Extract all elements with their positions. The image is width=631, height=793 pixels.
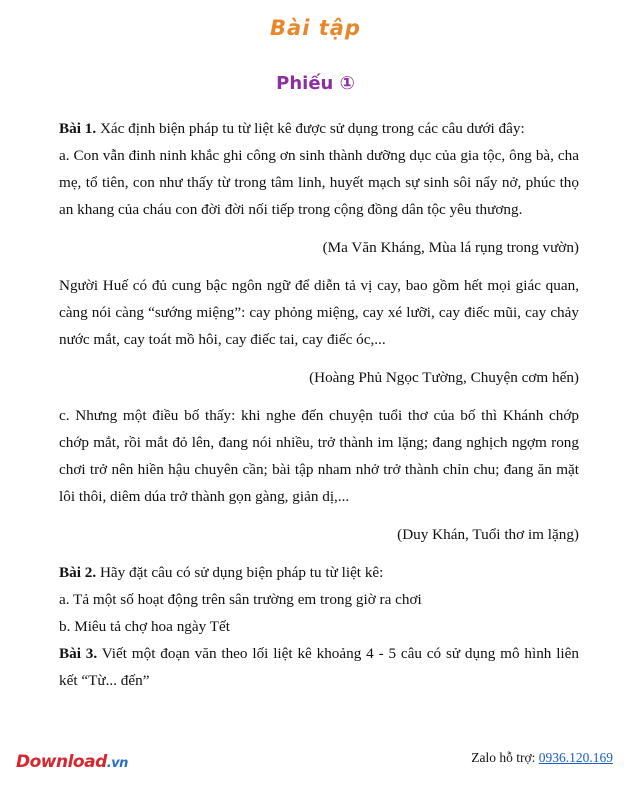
bai3-label: Bài 3. [59, 645, 98, 662]
bai2-item-a: a. Tả một số hoạt động trên sân trường em trong giờ ra chơi [59, 591, 422, 608]
bai1-prompt-text: Xác định biện pháp tu từ liệt kê được sử dụng trong các câu dưới đây: [96, 120, 525, 137]
bai1-source-a: (Ma Văn Kháng, Mùa lá rụng trong vườn) [322, 239, 579, 256]
worksheet-subtitle: Phiếu ① [276, 73, 355, 94]
zalo-label: Zalo hỗ trợ: [471, 750, 539, 765]
bai2-prompt-text: Hãy đặt câu có sử dụng biện pháp tu từ liệt kê: [96, 564, 384, 581]
bai1-source-c: (Duy Khán, Tuổi thơ im lặng) [397, 526, 579, 543]
bai1-item-c: c. Nhưng một điều bố thấy: khi nghe đến chuyện tuổi thơ của bố thì Khánh chớp chớp mắt, rồi mắt đỏ lên, đang nói nhiều, trở thành im lặng; đang nghịch ngợm rong chơi trở nên hiền hậu chuyên cần; bài tập nham nhở trở thành chỉn chu; đang ăn mặt lôi thôi, diêm dúa trở thành gọn gàng, giản dị,... [59, 407, 579, 505]
zalo-support [471, 750, 613, 766]
bai2-label: Bài 2. [59, 564, 97, 581]
bai1-item-b: Người Huế có đủ cung bậc ngôn ngữ để diễn tả vị cay, bao gồm hết mọi giác quan, càng nói càng “sướng miệng”: cay phỏng miệng, cay xé lưỡi, cay điếc mũi, cay chảy nước mắt, cay toát mồ hôi, cay điếc tai, cay điếc óc,... [59, 277, 579, 348]
bai3-prompt-text: Viết một đoạn văn theo lối liệt kê khoảng 4 - 5 câu có sử dụng mô hình liên kết “Từ... đến” [59, 645, 579, 689]
logo-main-text: Download [16, 752, 107, 772]
bai2-prompt [59, 559, 579, 586]
bai3-prompt [59, 640, 579, 694]
bai1-item-a: a. Con vẫn đinh ninh khắc ghi công ơn sinh thành dưỡng dục của gia tộc, ông bà, cha mẹ, tổ tiên, con như thấy từ trong tâm linh, huyết mạch sự sinh sôi nẩy nở, phúc thọ an khang của cháu con đời đời nối tiếp trong cộng đồng dân tộc yêu thương. [59, 147, 579, 218]
page-title: Bài tập [270, 16, 361, 40]
bai1-label: Bài 1. [59, 120, 97, 137]
download-logo[interactable] [16, 752, 128, 772]
bai2-item-b: b. Miêu tả chợ hoa ngày Tết [59, 618, 230, 635]
bai1-source-b: (Hoàng Phủ Ngọc Tường, Chuyện cơm hến) [309, 369, 579, 386]
bai1-prompt [59, 115, 579, 142]
logo-suffix-text: .vn [106, 756, 128, 771]
worksheet-content [59, 115, 579, 694]
zalo-phone-link[interactable]: 0936.120.169 [538, 750, 613, 765]
